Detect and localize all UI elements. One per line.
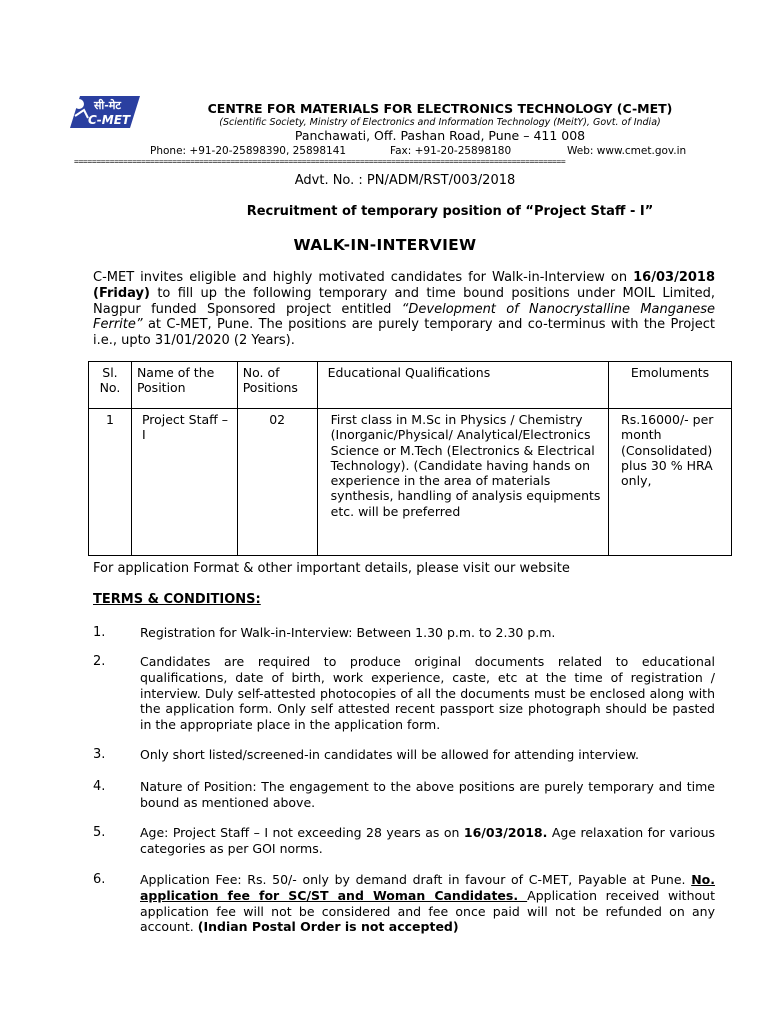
web-text[interactable]: Web: www.cmet.gov.in bbox=[567, 145, 687, 157]
project-title: “Development of Nanocrystalline Manganese Ferrite” bbox=[93, 301, 715, 333]
term-2-text: Candidates are required to produce original documents related to educational qualifications, date of birth, work experience, caste, etc at the time of registration / interview. Duly self-attested photocopies of all the documents must be enclosed along with the application form. Only self attested recent passport size photograph should be pasted in the appropriate place in the application form. bbox=[140, 654, 715, 733]
term-1-text: Registration for Walk-in-Interview: Between 1.30 p.m. to 2.30 p.m. bbox=[140, 625, 556, 640]
term-4-number: 4. bbox=[93, 779, 106, 794]
table-header-row bbox=[89, 362, 732, 409]
intro-paragraph: C-MET invites eligible and highly motivated candidates for Walk-in-Interview on 16/03/2018 (Friday) to fill up the following temporary and time bound positions under MOIL Limited, Nagpur funded Sponsored project entitled “Development of Nanocrystalline Manganese Ferrite” at C-MET, Pune. The positions are purely temporary and co-terminus with the Project i.e., upto 31/01/2020 (2 Years). bbox=[93, 270, 715, 349]
term-1-number: 1. bbox=[93, 625, 106, 640]
term-3-number: 3. bbox=[93, 747, 106, 762]
table-row bbox=[89, 409, 732, 556]
term-2-number: 2. bbox=[93, 654, 106, 669]
header-qualifications: Educational Qualifications bbox=[317, 362, 608, 409]
row-no-positions: 02 bbox=[237, 409, 317, 556]
row-sl-no: 1 bbox=[89, 409, 132, 556]
fax-text: Fax: +91-20-25898180 bbox=[390, 145, 512, 157]
term-6-text: Application Fee: Rs. 50/- only by demand draft in favour of C-MET, Payable at Pune. No. application fee for SC/ST and Woman Candidates. Application received without application fee will not be considered and fee once paid will not be refunded on any account. (Indian Postal Order is not accepted) bbox=[140, 872, 715, 935]
terms-heading: TERMS & CONDITIONS: bbox=[93, 592, 261, 607]
org-subtitle: (Scientific Society, Ministry of Electronics and Information Technology (MeitY), Govt. of India) bbox=[219, 117, 661, 128]
term-4-text: Nature of Position: The engagement to the above positions are purely temporary and time bound as mentioned above. bbox=[140, 779, 715, 810]
phone-text: Phone: +91-20-25898390, 25898141 bbox=[150, 145, 347, 157]
visit-website-text: For application Format & other important details, please visit our website bbox=[93, 561, 570, 576]
header-rule: ============================================================================================================== bbox=[74, 157, 566, 166]
advt-number: Advt. No. : PN/ADM/RST/003/2018 bbox=[294, 173, 516, 188]
org-address: Panchawati, Off. Pashan Road, Pune – 411 008 bbox=[294, 128, 586, 143]
header-no-positions: No. of Positions bbox=[237, 362, 317, 409]
header-sl-no: Sl. No. bbox=[89, 362, 132, 409]
cmet-logo bbox=[66, 94, 142, 130]
interview-date: 16/03/2018 (Friday) bbox=[93, 270, 715, 301]
row-position-name: Project Staff – I bbox=[131, 409, 237, 556]
recruitment-title: Recruitment of temporary position of “Project Staff - I” bbox=[246, 204, 654, 219]
term-3-text: Only short listed/screened-in candidates will be allowed for attending interview. bbox=[140, 747, 639, 762]
row-qualifications: First class in M.Sc in Physics / Chemistry (Inorganic/Physical/ Analytical/Electronics Science or M.Tech (Electronics & Electrical Technology). (Candidate having hands on experience in the area of materials synthesis, handling of analysis equipments etc. will be preferred bbox=[317, 409, 608, 556]
walk-in-title: WALK-IN-INTERVIEW bbox=[293, 236, 477, 254]
svg-text:C-MET: C-MET bbox=[88, 113, 131, 127]
term-6-number: 6. bbox=[93, 872, 106, 887]
term-5-number: 5. bbox=[93, 825, 106, 840]
org-title: CENTRE FOR MATERIALS FOR ELECTRONICS TECHNOLOGY (C-MET) bbox=[207, 101, 673, 116]
term-5-text: Age: Project Staff – I not exceeding 28 years as on 16/03/2018. Age relaxation for various categories as per GOI norms. bbox=[140, 825, 716, 856]
header-emoluments: Emoluments bbox=[609, 362, 732, 409]
row-emoluments: Rs.16000/- per month (Consolidated) plus 30 % HRA only, bbox=[609, 409, 732, 556]
svg-text:सी-मेट: सी-मेट bbox=[94, 99, 121, 112]
positions-table bbox=[88, 361, 732, 556]
header-position-name: Name of the Position bbox=[131, 362, 237, 409]
